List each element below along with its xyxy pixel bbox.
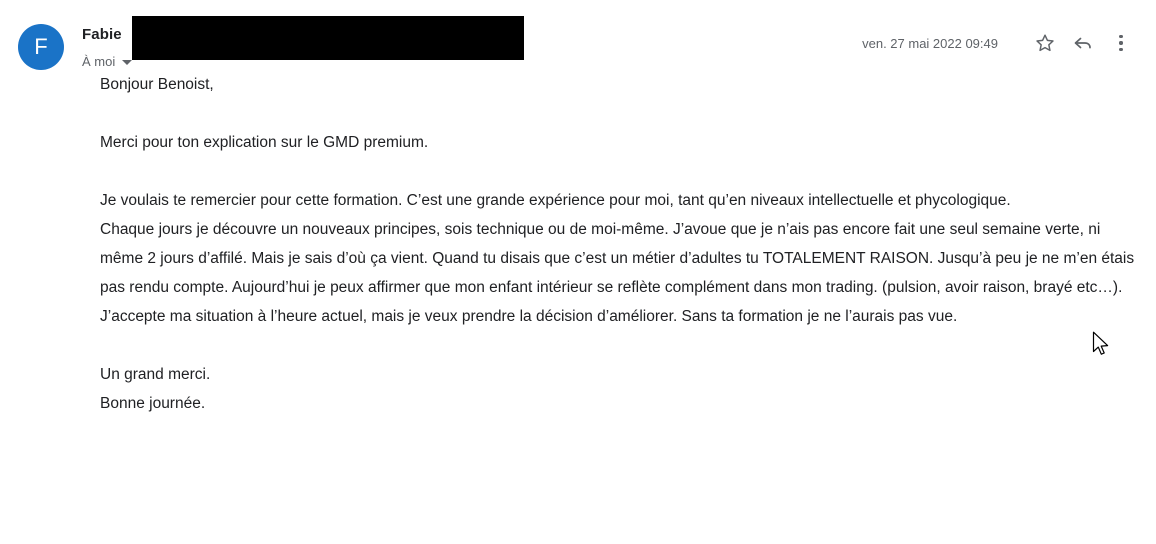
avatar: F [18, 24, 64, 70]
email-header [0, 0, 1156, 70]
body-paragraph: Un grand merci. [100, 366, 211, 383]
paragraph-spacer [100, 331, 1138, 360]
redaction-bar [132, 16, 524, 60]
more-options-icon[interactable] [1104, 26, 1138, 60]
sender-name: Fabie [82, 25, 122, 43]
timestamp: ven. 27 mai 2022 09:49 [862, 35, 998, 51]
chevron-down-icon[interactable] [122, 60, 132, 65]
kebab-dots [1119, 33, 1123, 53]
paragraph-spacer [100, 157, 1138, 186]
sender-line [82, 22, 862, 46]
email-body [0, 70, 1156, 418]
body-paragraph: Bonjour Benoist, [100, 76, 214, 93]
recipient-label: À moi [82, 54, 116, 69]
reply-icon[interactable] [1066, 26, 1100, 60]
body-paragraph: Je voulais te remercier pour cette formation. C’est une grande expérience pour moi, tant qu’en niveaux intellectuelle et phycologique. [100, 192, 1011, 209]
body-paragraph: Bonne journée. [100, 395, 206, 412]
paragraph-spacer [100, 99, 1138, 128]
star-icon[interactable] [1028, 26, 1062, 60]
sender-block [82, 22, 862, 69]
header-actions [862, 26, 1138, 60]
body-paragraph: Merci pour ton explication sur le GMD premium. [100, 134, 429, 151]
body-paragraph: Chaque jours je découvre un nouveaux principes, sois technique ou de moi-même. J’avoue que je n’ais pas encore fait une seul semaine verte, ni même 2 jours d’affilé. Mais je sais d’où ça vient. Quand tu disais que c’est un métier d’adultes tu TOTALEMENT RAISON. Jusqu’à peu je ne m’en étais pas rendu compte. Aujourd’hui je peux affirmer que mon enfant intérieur se reflète complément dans mon trading. (pulsion, avoir raison, brayé etc…). J’accepte ma situation à l’heure actuel, mais je veux prendre la décision d’améliorer. Sans ta formation je ne l’aurais pas vue. [100, 221, 1135, 325]
